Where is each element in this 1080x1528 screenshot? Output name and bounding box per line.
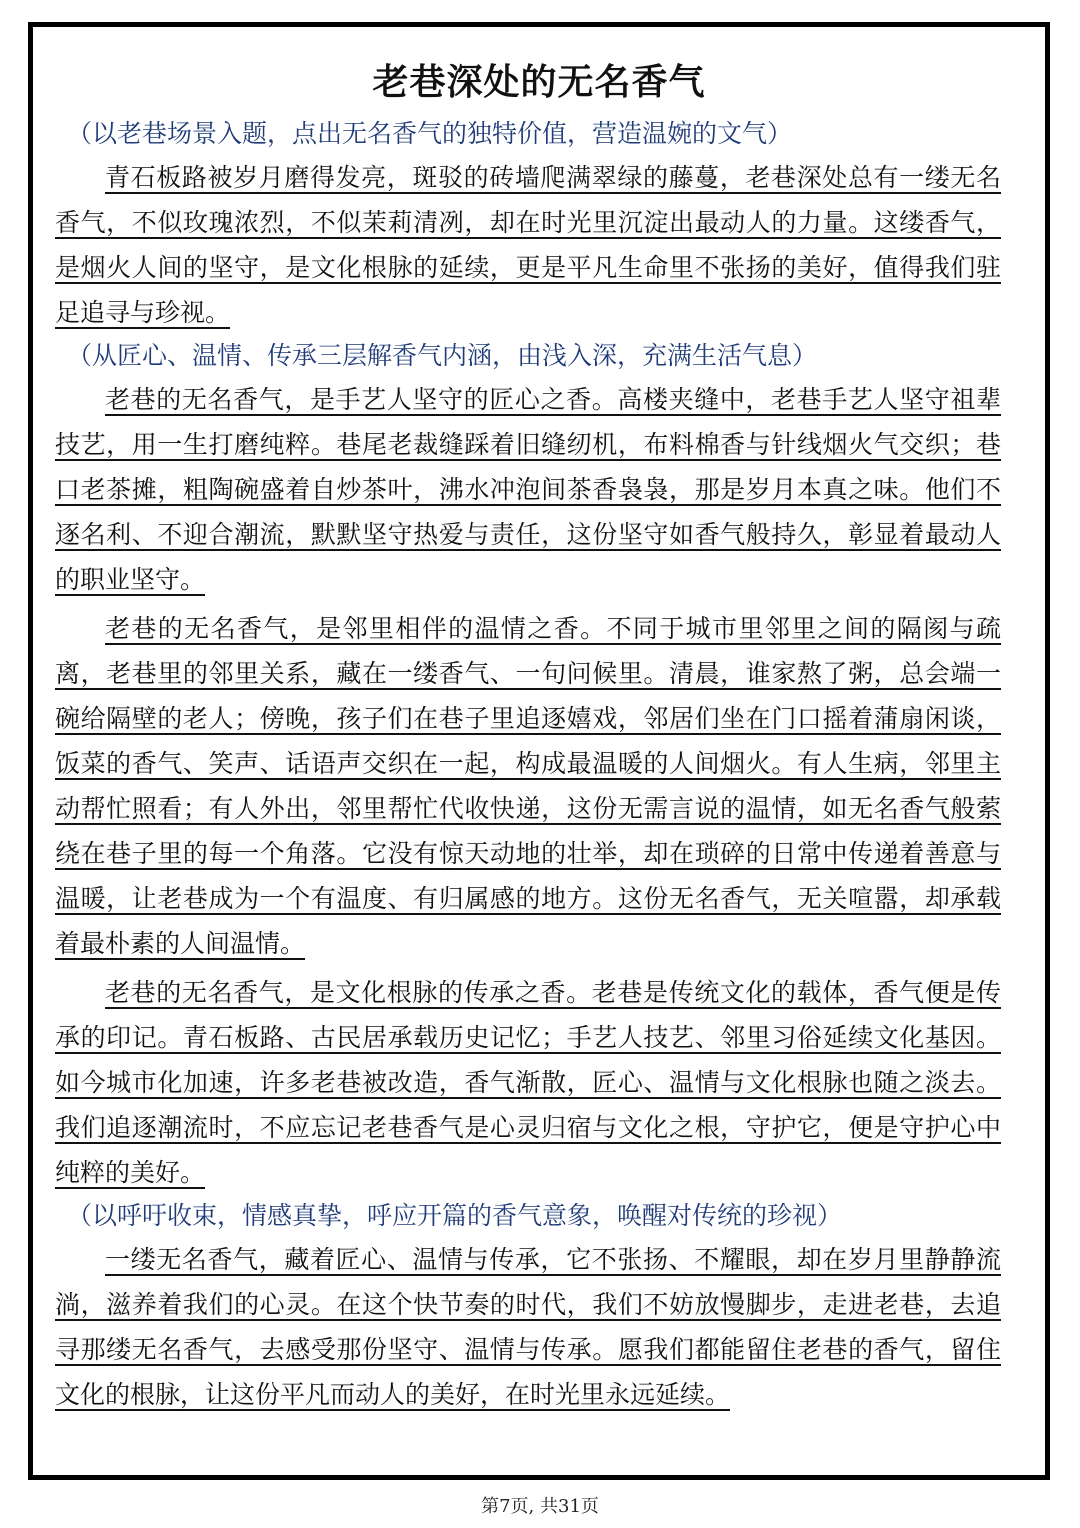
- paragraph-4: [33, 970, 1045, 1195]
- annotation-conclusion: （以呼吁收束，情感真挚，呼应开篇的香气意象，唤醒对传统的珍视）: [67, 1201, 843, 1230]
- annotation-body: （从匠心、温情、传承三层解香气内涵，由浅入深，充满生活气息）: [67, 341, 818, 370]
- annotation-intro: （以老巷场景入题，点出无名香气的独特价值，营造温婉的文气）: [67, 119, 793, 148]
- page-frame: [28, 22, 1050, 1480]
- paragraph-2: [33, 377, 1045, 602]
- paragraph-3: [33, 606, 1045, 966]
- paragraph-3-text: 老巷的无名香气，是邻里相伴的温情之香。不同于城市里邻里之间的隔阂与疏离，老巷里的邻里关系，藏在一缕香气、一句问候里。清晨，谁家熬了粥，总会端一碗给隔壁的老人；傍晚，孩子们在巷子里追逐嬉戏，邻居们坐在门口摇着蒲扇闲谈，饭菜的香气、笑声、话语声交织在一起，构成最温暖的人间烟火。有人生病，邻里主动帮忙照看；有人外出，邻里帮忙代收快递，这份无需言说的温情，如无名香气般萦绕在巷子里的每一个角落。它没有惊天动地的壮举，却在琐碎的日常中传递着善意与温暖，让老巷成为一个有温度、有归属感的地方。这份无名香气，无关喧嚣，却承载着最朴素的人间温情。: [55, 614, 1001, 958]
- essay-title: 老巷深处的无名香气: [372, 62, 706, 103]
- paragraph-5-text: 一缕无名香气，藏着匠心、温情与传承，它不张扬、不耀眼，却在岁月里静静流淌，滋养着我们的心灵。在这个快节奏的时代，我们不妨放慢脚步，走进老巷，去追寻那缕无名香气，去感受那份坚守、温情与传承。愿我们都能留住老巷的香气，留住文化的根脉，让这份平凡而动人的美好，在时光里永远延续。: [55, 1245, 1001, 1409]
- paragraph-2-text: 老巷的无名香气，是手艺人坚守的匠心之香。高楼夹缝中，老巷手艺人坚守祖辈技艺，用一生打磨纯粹。巷尾老裁缝踩着旧缝纫机，布料棉香与针线烟火气交织；巷口老茶摊，粗陶碗盛着自炒茶叶，沸水冲泡间茶香袅袅，那是岁月本真之味。他们不逐名利、不迎合潮流，默默坚守热爱与责任，这份坚守如香气般持久，彰显着最动人的职业坚守。: [55, 385, 1001, 594]
- paragraph-1: [33, 155, 1045, 335]
- paragraph-5: [33, 1237, 1045, 1417]
- paragraph-4-text: 老巷的无名香气，是文化根脉的传承之香。老巷是传统文化的载体，香气便是传承的印记。青石板路、古民居承载历史记忆；手艺人技艺、邻里习俗延续文化基因。如今城市化加速，许多老巷被改造，香气渐散，匠心、温情与文化根脉也随之淡去。我们追逐潮流时，不应忘记老巷香气是心灵归宿与文化之根，守护它，便是守护心中纯粹的美好。: [55, 978, 1001, 1187]
- paragraph-1-text: 青石板路被岁月磨得发亮，斑驳的砖墙爬满翠绿的藤蔓，老巷深处总有一缕无名香气，不似玫瑰浓烈，不似茉莉清冽，却在时光里沉淀出最动人的力量。这缕香气，是烟火人间的坚守，是文化根脉的延续，更是平凡生命里不张扬的美好，值得我们驻足追寻与珍视。: [55, 163, 1001, 327]
- page-number: 第7页, 共31页: [481, 1496, 599, 1517]
